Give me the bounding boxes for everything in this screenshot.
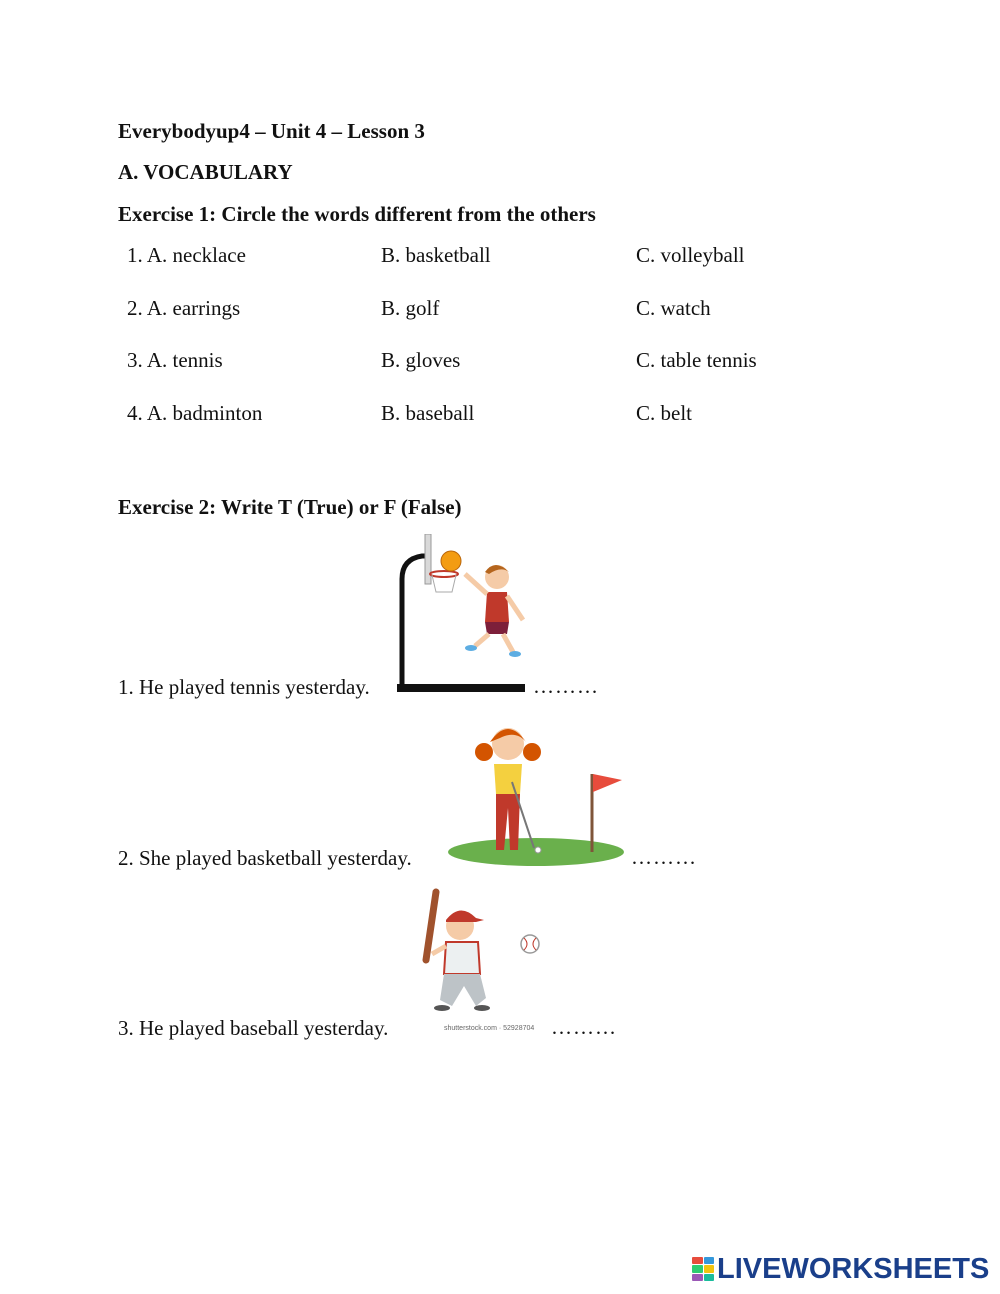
flag-icon bbox=[593, 774, 622, 792]
option-a[interactable]: 2. A. earrings bbox=[127, 296, 241, 320]
option-b[interactable]: B. gloves bbox=[381, 348, 461, 372]
hoop-rim-icon bbox=[430, 571, 458, 577]
page-title: Everybodyup4 – Unit 4 – Lesson 3 bbox=[118, 119, 425, 143]
image-caption-bar bbox=[397, 684, 525, 692]
statement-3: 3. He played baseball yesterday. bbox=[118, 1016, 389, 1040]
hoop-pole-icon bbox=[402, 556, 427, 684]
cap-icon bbox=[446, 910, 484, 922]
exercise2-title: Exercise 2: Write T (True) or F (False) bbox=[118, 495, 462, 519]
section-heading: A. VOCABULARY bbox=[118, 160, 293, 184]
option-a[interactable]: 4. A. badminton bbox=[127, 401, 263, 425]
brand-text: LIVEWORKSHEETS bbox=[717, 1252, 990, 1285]
uniform-icon bbox=[444, 942, 480, 974]
basketball-boy-image bbox=[397, 534, 527, 694]
option-a[interactable]: 1. A. necklace bbox=[127, 243, 246, 267]
pants-icon bbox=[440, 974, 486, 1006]
statement-2: 2. She played basketball yesterday. bbox=[118, 846, 412, 870]
option-c[interactable]: C. volleyball bbox=[636, 243, 745, 267]
option-b[interactable]: B. baseball bbox=[381, 401, 475, 425]
option-b[interactable]: B. basketball bbox=[381, 243, 491, 267]
answer-blank-1[interactable]: ……… bbox=[533, 674, 599, 698]
baseball-boy-image bbox=[418, 888, 548, 1038]
jersey-icon bbox=[485, 592, 509, 622]
baseball-icon bbox=[521, 935, 539, 953]
backboard-icon bbox=[425, 534, 431, 584]
image-watermark: shutterstock.com · 52928704 bbox=[444, 1025, 535, 1032]
answer-blank-2[interactable]: ……… bbox=[631, 845, 697, 869]
footer-brand[interactable] bbox=[692, 1254, 989, 1284]
option-c[interactable]: C. watch bbox=[636, 296, 711, 320]
liveworksheets-logo-icon bbox=[692, 1257, 714, 1281]
option-b[interactable]: B. golf bbox=[381, 296, 440, 320]
shirt-icon bbox=[494, 764, 522, 794]
option-c[interactable]: C. table tennis bbox=[636, 348, 757, 372]
exercise1-title: Exercise 1: Circle the words different from the others bbox=[118, 202, 596, 226]
statement-1: 1. He played tennis yesterday. bbox=[118, 675, 370, 699]
option-c[interactable]: C. belt bbox=[636, 401, 692, 425]
basketball-icon bbox=[441, 551, 461, 571]
golf-girl-image bbox=[446, 712, 626, 867]
answer-blank-3[interactable]: ……… bbox=[551, 1015, 617, 1039]
option-a[interactable]: 3. A. tennis bbox=[127, 348, 223, 372]
